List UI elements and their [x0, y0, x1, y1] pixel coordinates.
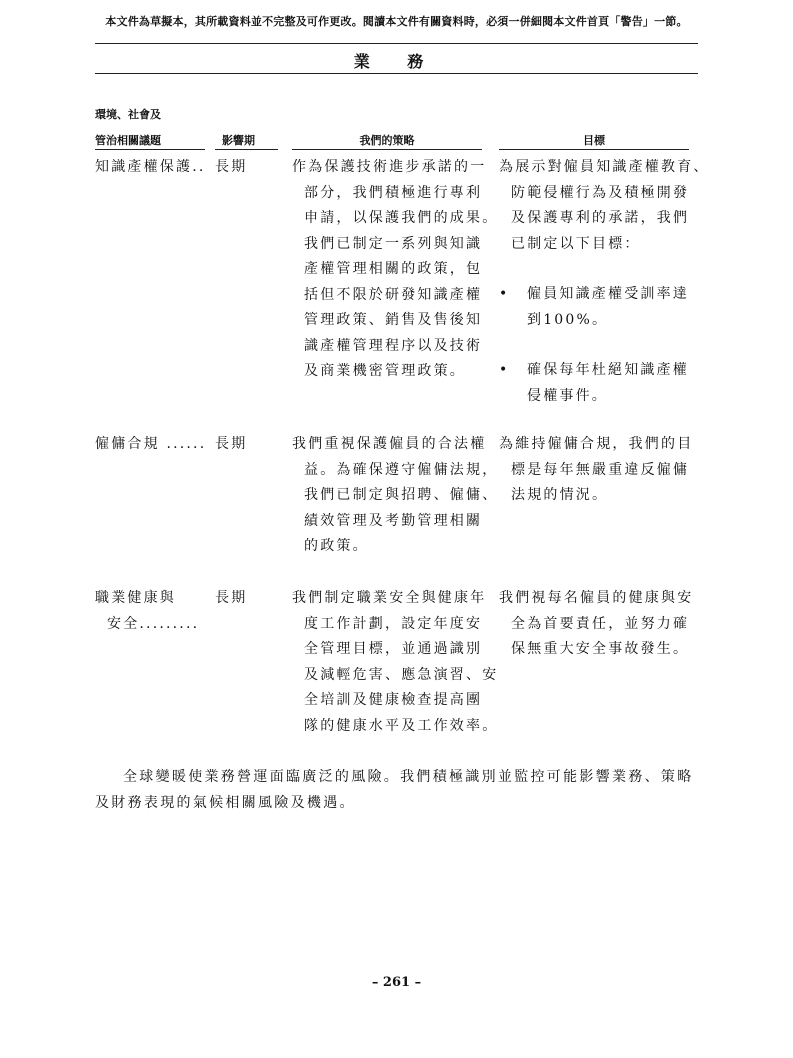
strategy-line: 我們制定職業安全與健康年: [292, 590, 487, 606]
header-underline-impact: [215, 149, 278, 150]
target-bullet-line: 僱員知識產權受訓率達: [527, 286, 689, 302]
strategy-line: 的政策。: [304, 538, 369, 554]
row-ip-target: [499, 155, 710, 409]
row-ip-topic: [95, 155, 206, 181]
strategy-line: 產權管理相關的政策，包: [304, 261, 483, 277]
header-underline-strategy: [292, 149, 482, 150]
strategy-line: 部分，我們積極進行專利: [304, 184, 483, 201]
target-bullet-line: 確保每年杜絕知識產權: [527, 362, 689, 378]
row-ohs-strategy: [292, 586, 498, 739]
strategy-line: 識產權管理程序以及技術: [304, 337, 483, 354]
target-bullet-line: 侵權事件。: [527, 387, 608, 404]
target-line: 防範侵權行為及積極開發: [511, 184, 690, 201]
target-line: 為展示對僱員知識產權教育、: [499, 159, 710, 175]
paragraph-line: 全球變暖使業務營運面臨廣泛的風險。我們積極識別並監控可能影響業務、策略: [123, 769, 694, 785]
strategy-line: 括但不限於研發知識產權: [304, 286, 483, 303]
strategy-line: 我們重視保護僱員的合法權: [292, 436, 487, 452]
row-ip-topic-line: 知識產權保護..: [95, 159, 206, 175]
row-employment-target: [499, 432, 693, 509]
row-employment-topic: [95, 432, 206, 458]
header-bottom-rule: [95, 73, 698, 74]
paragraph-line: 及財務表現的氣候相關風險及機遇。: [95, 795, 356, 811]
row-ohs-target: [499, 586, 693, 663]
row-ohs-topic-line: 安全.........: [107, 615, 200, 632]
header-topic-line2: 管治相關議題: [95, 134, 161, 147]
target-line: 全為首要責任，並努力確: [511, 615, 690, 632]
target-bullet: [499, 358, 710, 409]
strategy-line: 績效管理及考勤管理相關: [304, 512, 483, 529]
header-strategy: 我們的策略: [359, 134, 415, 147]
target-line: 及保護專利的承諾，我們: [511, 210, 690, 226]
row-ohs-topic-line: 職業健康與: [95, 590, 176, 606]
strategy-line: 隊的健康水平及工作效率。: [304, 717, 499, 734]
target-bullet-line: 到100%。: [527, 311, 609, 328]
strategy-line: 申請，以保護我們的成果。: [304, 210, 499, 226]
draft-disclaimer: 本文件為草擬本，其所載資料並不完整及可作更改。閱讀本文件有關資料時，必須一併細閱本文件首頁「警告」一節。: [105, 15, 688, 28]
strategy-line: 及商業機密管理政策。: [304, 363, 466, 379]
target-line: 為維持僱傭合規，我們的目: [499, 436, 694, 452]
header-underline-topic: [95, 149, 205, 150]
row-employment-topic-line: 僱傭合規 ......: [95, 436, 207, 452]
strategy-line: 作為保護技術進步承諾的一: [292, 159, 487, 175]
page-number: – 261 –: [371, 975, 422, 990]
header-underline-target: [499, 149, 689, 150]
strategy-line: 我們已制定與招聘、僱傭、: [304, 487, 499, 503]
strategy-line: 管理政策、銷售及售後知: [304, 312, 483, 328]
target-line: 法規的情況。: [511, 487, 609, 503]
target-line: 保無重大安全事故發生。: [511, 641, 690, 657]
row-ohs-topic: [95, 586, 199, 637]
strategy-line: 及減輕危害、應急演習、安: [304, 666, 499, 683]
target-line: 已制定以下目標：: [511, 235, 641, 252]
bullet-dot-icon: •: [499, 362, 510, 378]
target-bullet: [499, 282, 710, 333]
header-top-rule: [95, 43, 698, 44]
header-target: 目標: [583, 134, 605, 147]
section-title: 業 務: [353, 52, 440, 71]
row-ip-strategy: [292, 155, 498, 385]
strategy-line: 全培訓及健康檢查提高團: [304, 692, 483, 708]
row-ip-impact: 長期: [215, 159, 248, 175]
strategy-line: 益。為確保遵守僱傭法規，: [304, 461, 499, 478]
header-topic-line1: 環境、社會及: [95, 108, 161, 121]
row-employment-strategy: [292, 432, 498, 560]
row-ohs-impact: 長期: [215, 590, 248, 606]
strategy-line: 全管理目標，並通過識別: [304, 641, 483, 657]
climate-paragraph: [95, 764, 698, 816]
bullet-dot-icon: •: [499, 286, 510, 302]
row-employment-impact: 長期: [215, 436, 248, 452]
header-impact: 影響期: [222, 134, 255, 147]
target-line: 我們視每名僱員的健康與安: [499, 590, 694, 606]
target-line: 標是每年無嚴重違反僱傭: [511, 461, 690, 478]
strategy-line: 我們已制定一系列與知識: [304, 235, 483, 252]
strategy-line: 度工作計劃，設定年度安: [304, 615, 483, 632]
